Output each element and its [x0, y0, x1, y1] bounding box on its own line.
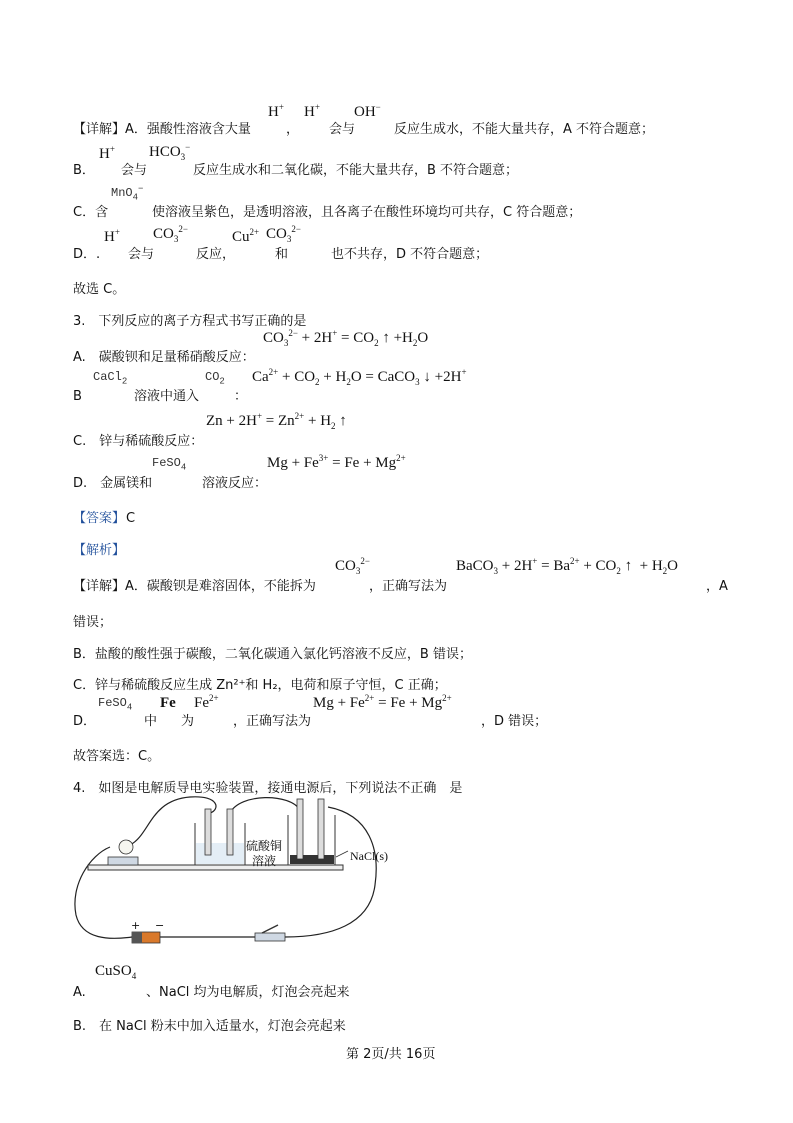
explain-a-comma: ，	[286, 122, 300, 137]
q3-stem: 3. 下列反应的离子方程式书写正确的是	[73, 314, 307, 329]
figure-label-cuso4-1: 硫酸铜	[246, 839, 283, 853]
detail-c: C．锌与稀硫酸反应生成 Zn²⁺和 H₂，电荷和原子守恒，C 正确；	[73, 678, 447, 693]
formula-cuso4: CuSO$_4$	[95, 963, 137, 981]
explain-d-end: 也不共存，D 不符合题意；	[331, 247, 489, 262]
detail-d-mid: 中	[144, 714, 158, 729]
detail-a-4: 错误；	[73, 615, 113, 630]
analysis-label: 【解析】	[73, 543, 126, 558]
formula-q3-c: $Zn + 2H^+ = Zn^{2+} + H_2$ ↑	[206, 411, 347, 431]
bulb-icon	[119, 840, 133, 854]
figure-plus: +	[131, 919, 141, 932]
bench	[88, 865, 343, 870]
explain-b-mid: 会与	[121, 163, 148, 178]
explain-d-prefix: D．.	[73, 247, 101, 262]
answer-label: 【答案】	[73, 511, 126, 526]
q3-option-d-end: 溶液反应：	[202, 476, 268, 491]
formula-oh-minus: OH−	[354, 102, 381, 120]
explain-d-react: 反应，	[196, 247, 236, 262]
detail-d-prefix: D．	[73, 714, 97, 729]
formula-feso4: FeSO$_4$	[152, 456, 187, 473]
formula-baco3-eq: BaCO$_3$ + $2H^+ = Ba^{2+} + CO_2$ ↑ + $H_2O$	[456, 556, 679, 576]
formula-co3-detail: $CO_3^{2-}$	[335, 556, 370, 576]
formula-co2: $CO_2$	[205, 370, 225, 387]
formula-q3-a: $CO_3^{2-} + 2H^+ = CO_2$ ↑ $+H_2O$	[263, 328, 429, 348]
formula-h-plus-d: H+	[104, 227, 120, 245]
figure-label-cuso4-2: 溶液	[252, 854, 277, 868]
q3-option-b-colon: ：	[234, 389, 248, 404]
formula-co3-d2: $CO_3^{2-}$	[266, 224, 301, 244]
detail-d-tail: ，D 错误；	[481, 714, 548, 729]
formula-hco3: $HCO_3^-$	[149, 142, 191, 162]
q4-stem: 4. 如图是电解质导电实验装置，接通电源后，下列说法不正确 是	[73, 781, 463, 796]
switch-icon	[255, 933, 285, 941]
explain-a-end: 反应生成水，不能大量共存，A 不符合题意；	[394, 122, 655, 137]
explain-c-end: 使溶液呈紫色，是透明溶液，且各离子在酸性环境均可共存，C 符合题意；	[152, 205, 582, 220]
formula-fe-detail: Fe	[160, 695, 176, 711]
explain-a-mid: 会与	[329, 122, 356, 137]
page-footer: 第 2页/共 16页	[346, 1047, 436, 1062]
detail-a-3: ，A	[706, 579, 728, 594]
explain-c-prefix: C．含	[73, 205, 109, 220]
formula-cu2: $Cu^{2+}$	[232, 227, 260, 245]
q4-option-b: B. 在 NaCl 粉末中加入适量水，灯泡会亮起来	[73, 1019, 346, 1034]
answer-value: C	[126, 511, 136, 526]
detail-d-end: ，正确写法为	[233, 714, 312, 729]
q3-option-d-prefix: D. 金属镁和	[73, 476, 153, 491]
formula-q3-b: $Ca^{2+} + CO_2 + H_2O$ = CaCO$_3$ ↓ +2H+	[252, 367, 467, 387]
conductivity-apparatus-figure	[70, 795, 400, 955]
q3-option-b-prefix: B	[73, 389, 82, 404]
formula-h-plus-1: H+	[268, 102, 284, 120]
detail-d-wei: 为	[181, 714, 195, 729]
q3-option-a: A. 碳酸钡和足量稀硝酸反应：	[73, 350, 255, 365]
formula-feso4-detail: FeSO$_4$	[98, 696, 133, 713]
formula-cacl2: CaCl$_2$	[93, 370, 128, 387]
explain-b-prefix: B．	[73, 163, 95, 178]
explain-b-end: 反应生成水和二氧化碳，不能大量共存，B 不符合题意；	[193, 163, 519, 178]
figure-label-nacl: NaCl(s)	[350, 849, 388, 863]
formula-fe2-detail: $Fe^{2+}$	[194, 693, 219, 711]
formula-q3-d: $Mg + Fe^{3+} = Fe + Mg^{2+}$	[267, 453, 406, 471]
figure-minus: −	[155, 919, 165, 932]
formula-co3-d1: $CO_3^{2-}$	[153, 224, 188, 244]
explain-d-and: 和	[275, 247, 289, 262]
lamp-base	[108, 857, 138, 865]
q3-option-b-mid: 溶液中通入	[134, 389, 200, 404]
formula-mg-fe-eq: $Mg + Fe^{2+} = Fe + Mg^{2+}$	[313, 693, 452, 711]
detail-a-1: 【详解】A．碳酸钡是难溶固体，不能拆为	[73, 579, 316, 594]
q4-option-a-prefix: A.	[73, 985, 86, 1000]
formula-mno4: MnO$_4$−	[111, 184, 144, 203]
formula-h-plus-2: H+	[304, 102, 320, 120]
detail-b: B．盐酸的酸性强于碳酸，二氧化碳通入氯化钙溶液不反应，B 错误；	[73, 647, 472, 662]
explain-a-label: 【详解】A．强酸性溶液含大量	[73, 122, 251, 137]
formula-h-plus-b: H+	[99, 144, 115, 162]
explain-conclusion: 故选 C。	[73, 282, 126, 297]
explain-d-mid: 会与	[128, 247, 155, 262]
q4-option-a-end: 、NaCl 均为电解质，灯泡会亮起来	[146, 985, 350, 1000]
detail-a-2: ，正确写法为	[369, 579, 448, 594]
q3-option-c: C. 锌与稀硫酸反应：	[73, 434, 204, 449]
q3-conclusion: 故答案选：C。	[73, 749, 161, 764]
